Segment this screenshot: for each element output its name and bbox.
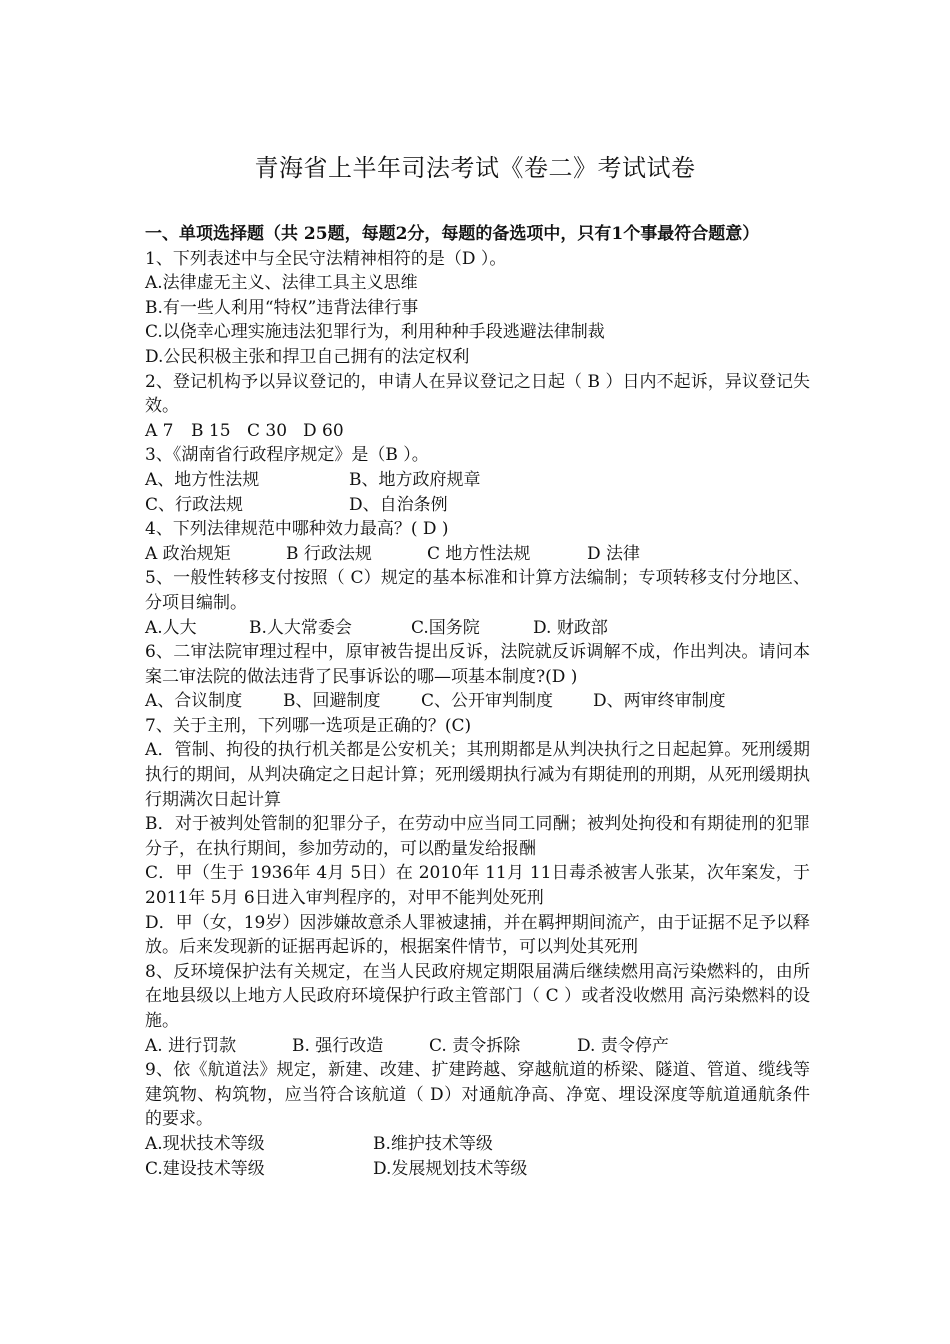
- question-6-option-b: B、回避制度: [283, 691, 381, 712]
- question-8-option-d: D. 责令停产: [577, 1035, 669, 1056]
- question-8-option-c: C. 责令拆除: [429, 1035, 521, 1056]
- question-6-options: [145, 689, 810, 714]
- question-5-option-b: B.人大常委会: [249, 617, 352, 638]
- question-1-option-a: A.法律虚无主义、法律工具主义思维: [145, 273, 418, 294]
- question-4-option-c: C 地方性法规: [427, 543, 531, 564]
- document-body: [145, 222, 810, 1181]
- question-1-option-b: B.有一些人利用“特权”违背法律行事: [145, 297, 419, 318]
- question-9-options-row-1: [145, 1132, 810, 1157]
- question-2-options: [145, 419, 810, 444]
- question-6-option-c: C、公开审判制度: [421, 691, 554, 712]
- question-5-option-c: C.国务院: [411, 617, 480, 638]
- question-7-option-c: C．甲（生于 1936年 4月 5日）在 2010年 11月 11日毒杀被害人张某，次年案发，于 2011年 5月 6日进入审判程序的，对甲不能判处死刑: [145, 863, 810, 909]
- question-8-option-a: A. 进行罚款: [145, 1035, 237, 1056]
- question-1-option-d: D.公民积极主张和捍卫自己拥有的法定权利: [145, 346, 470, 367]
- question-2-stem: 2、登记机构予以异议登记的，申请人在异议登记之日起（ B ）日内不起诉，异议登记失效。: [145, 371, 810, 417]
- question-4-options: [145, 542, 810, 567]
- question-6-stem: 6、二审法院审理过程中，原审被告提出反诉，法院就反诉调解不成，作出判决。请问本案二审法院的做法违背了民事诉讼的哪—项基本制度?(D ): [145, 642, 810, 687]
- question-4-option-b: B 行政法规: [286, 543, 372, 564]
- question-2-option-a: A 7: [145, 420, 174, 441]
- question-3-option-c: C、行政法规: [145, 494, 244, 515]
- question-8-options: [145, 1034, 810, 1059]
- question-1-option-c: C.以侥幸心理实施违法犯罪行为，利用种种手段逃避法律制裁: [145, 322, 605, 343]
- question-4-option-a: A 政治规矩: [145, 543, 231, 564]
- question-2-option-b: B 15: [191, 420, 231, 441]
- question-7-stem: 7、关于主刑，下列哪一选项是正确的？(C): [145, 715, 472, 736]
- question-5-options: [145, 616, 810, 641]
- question-5-stem: 5、一般性转移支付按照（ C）规定的基本标准和计算方法编制；专项转移支付分地区、分项目编制。: [145, 568, 810, 613]
- question-7-option-b: B．对于被判处管制的犯罪分子，在劳动中应当同工同酬；被判处拘役和有期徒刑的犯罪分子，在执行期间，参加劳动的，可以酌量发给报酬: [145, 814, 810, 859]
- question-9-stem: 9、依《航道法》规定，新建、改建、扩建跨越、穿越航道的桥梁、隧道、管道、缆线等建筑物、构筑物，应当符合该航道（ D）对通航净高、净宽、埋设深度等航道通航条件的要求。: [145, 1060, 810, 1130]
- question-2-option-d: D 60: [303, 420, 344, 441]
- question-3-option-d: D、自治条例: [349, 494, 448, 515]
- question-9-option-d: D.发展规划技术等级: [373, 1158, 528, 1179]
- question-9-option-c: C.建设技术等级: [145, 1158, 265, 1179]
- question-9-option-b: B.维护技术等级: [373, 1133, 493, 1154]
- question-2-option-c: C 30: [247, 420, 288, 441]
- question-9-option-a: A.现状技术等级: [145, 1133, 265, 1154]
- question-3-options-row-2: [145, 493, 810, 518]
- question-7-option-a: A．管制、拘役的执行机关都是公安机关；其刑期都是从判决执行之日起起算。死刑缓期执行的期间，从判决确定之日起计算；死刑缓期执行减为有期徒刑的刑期，从死刑缓期执行期满次日起计算: [145, 740, 810, 810]
- question-1-stem: 1、下列表述中与全民守法精神相符的是（D ）。: [145, 248, 507, 269]
- question-3-stem: 3、《湖南省行政程序规定》是（B ）。: [145, 445, 429, 466]
- question-8-option-b: B. 强行改造: [292, 1035, 384, 1056]
- question-6-option-a: A、合议制度: [145, 691, 243, 712]
- question-9-options-row-2: [145, 1157, 810, 1182]
- question-3-option-a: A、地方性法规: [145, 469, 260, 490]
- page-title: 青海省上半年司法考试《卷二》考试试卷: [254, 154, 696, 182]
- question-6-option-d: D、两审终审制度: [593, 691, 726, 712]
- question-5-option-d: D. 财政部: [533, 617, 608, 638]
- question-4-option-d: D 法律: [587, 543, 641, 564]
- question-3-options-row-1: [145, 468, 810, 493]
- question-7-option-d: D．甲（女，19岁）因涉嫌故意杀人罪被逮捕，并在羁押期间流产，由于证据不足予以释放。后来发现新的证据再起诉的，根据案件情节，可以判处其死刑: [145, 912, 810, 958]
- section-heading: 一、单项选择题（共 25题，每题2分，每题的备选项中，只有1个事最符合题意）: [145, 224, 760, 244]
- question-4-stem: 4、下列法律规范中哪种效力最高？( D ): [145, 519, 449, 540]
- question-3-option-b: B、地方政府规章: [349, 469, 481, 490]
- question-8-stem: 8、反环境保护法有关规定，在当人民政府规定期限届满后继续燃用高污染燃料的，由所在地县级以上地方人民政府环境保护行政主管部门（ C ）或者没收燃用 高污染燃料的设施。: [145, 961, 810, 1031]
- question-5-option-a: A.人大: [145, 617, 197, 638]
